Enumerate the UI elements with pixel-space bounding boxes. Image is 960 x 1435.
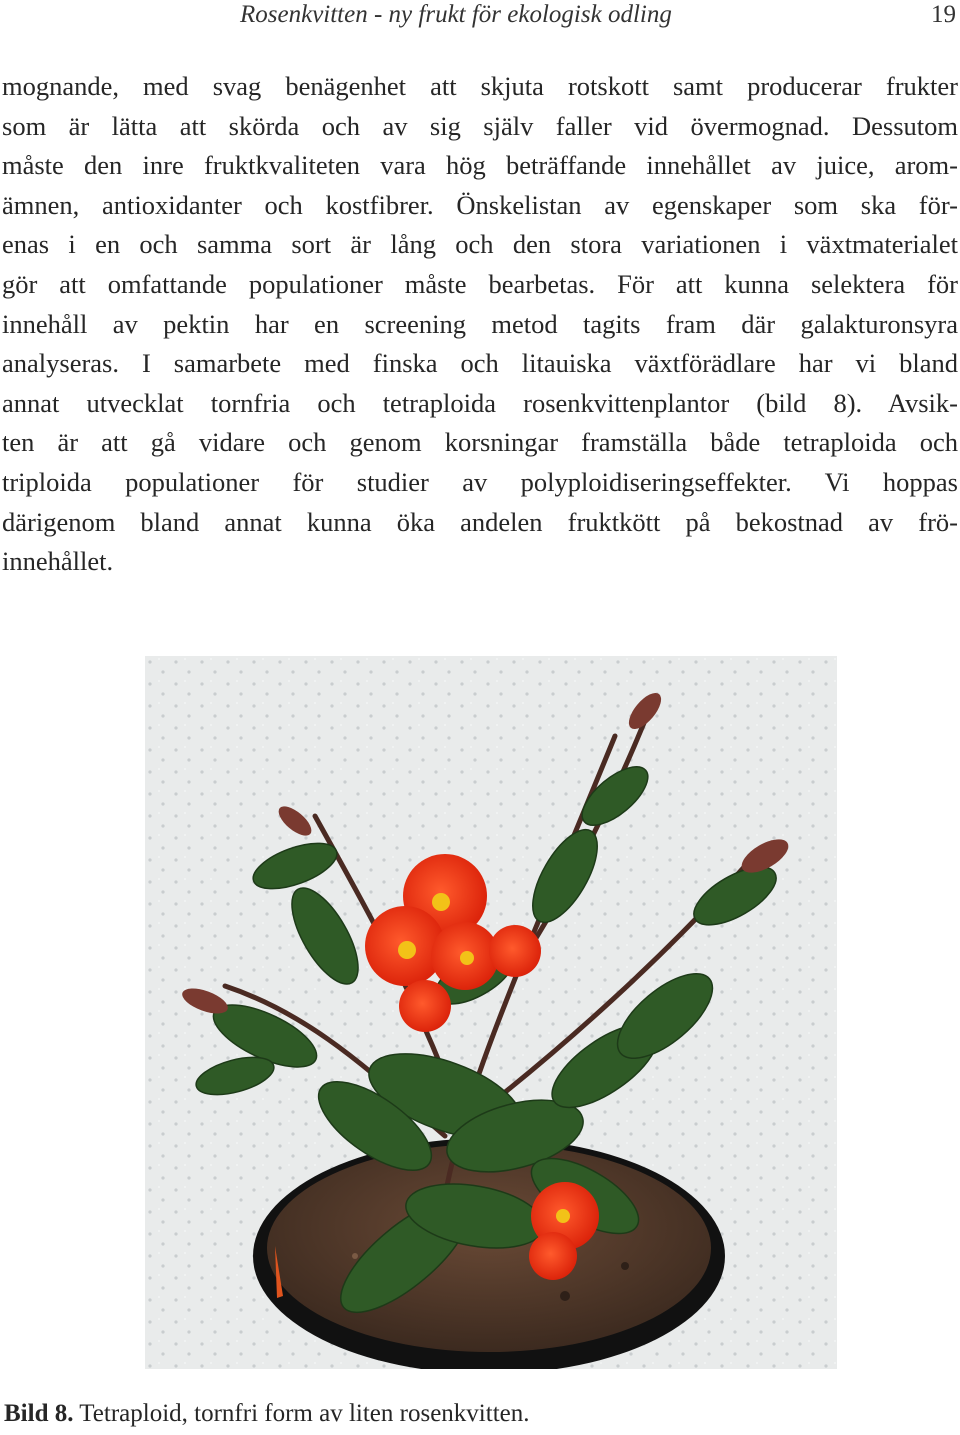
text-line: som är lätta att skörda och av sig själv faller vid övermognad. Dessutom <box>2 110 958 141</box>
plant-photo <box>145 656 837 1369</box>
text-line: innehåll av pektin har en screening metod tagits fram där galakturonsyra <box>2 308 958 339</box>
text-line: måste den inre fruktkvaliteten vara hög beträffande innehållet av juice, arom- <box>2 150 958 181</box>
text-line: ten är att gå vidare och genom korsningar framställa både tetraploida och <box>2 427 958 458</box>
body-paragraph <box>2 67 958 582</box>
caption-text: Tetraploid, tornfri form av liten rosenkvitten. <box>73 1400 530 1427</box>
page-number: 19 <box>931 1 956 28</box>
text-line: därigenom bland annat kunna öka andelen fruktkött på bekostnad av frö- <box>2 506 958 537</box>
text-line: analyseras. I samarbete med finska och litauiska växtförädlare har vi bland <box>2 348 958 379</box>
running-title: Rosenkvitten - ny frukt för ekologisk odling <box>240 1 672 28</box>
text-line: enas i en och samma sort är lång och den stora variationen i växtmaterialet <box>2 229 958 260</box>
text-line: gör att omfattande populationer måste bearbetas. För att kunna selektera för <box>2 268 958 299</box>
text-line: annat utvecklat tornfria och tetraploida rosenkvittenplantor (bild 8). Avsik- <box>2 387 958 418</box>
text-line: innehållet. <box>2 546 114 577</box>
caption-label: Bild 8. <box>4 1400 74 1427</box>
text-line: triploida populationer för studier av polyploidiseringseffekter. Vi hoppas <box>2 466 958 497</box>
text-line: mognande, med svag benägenhet att skjuta rotskott samt producerar frukter <box>2 71 958 101</box>
figure-caption <box>4 1398 530 1430</box>
text-line: ämnen, antioxidanter och kostfibrer. Önskelistan av egenskaper som ska för- <box>2 189 958 220</box>
